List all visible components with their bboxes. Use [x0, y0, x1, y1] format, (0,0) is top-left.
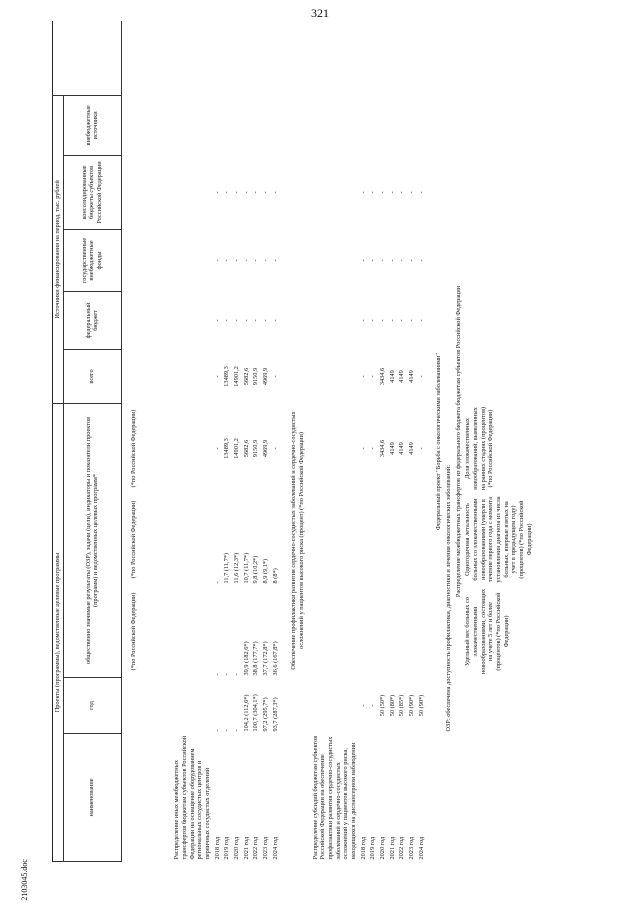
table-row: [378, 21, 388, 861]
budget-table-sheet: [52, 22, 592, 862]
federal-cell: -: [271, 375, 279, 378]
year-cell: 2018 год: [359, 836, 367, 860]
indicator-cell: 38,8 (177,7*): [252, 641, 260, 676]
year-cell: 2022 год: [398, 836, 406, 860]
state-funds-cell: -: [417, 319, 425, 322]
regional-cell: -: [407, 259, 415, 262]
indicator-cell: 50 (50*): [378, 694, 386, 717]
blank-cell: [251, 95, 261, 155]
state-funds-cell: -: [242, 319, 250, 322]
block1-ind-header-2: (*по Российской Федерации): [130, 500, 138, 579]
state-funds-cell: -: [388, 319, 396, 322]
state-funds-cell: -: [223, 319, 231, 322]
indicator-cell: 11,6 (12,3*): [232, 552, 240, 584]
col-indicators-header: общественно значимые результаты (ОЗР), задачи (цели), индикаторы и показатели проектов (программ) и ведомственных целевых программ*: [63, 403, 121, 677]
blank-cell: [213, 95, 223, 155]
indicator-cell: 36,6 (167,8*): [271, 641, 279, 676]
indicator-cell: -: [213, 729, 221, 732]
table-row: [251, 21, 261, 861]
table-row: [417, 21, 427, 861]
federal-cell: 4969,9: [261, 367, 269, 386]
extra-cell: -: [271, 191, 279, 194]
extra-cell: -: [223, 191, 231, 194]
regional-cell: -: [242, 259, 250, 262]
total-cell: 5682,6: [242, 439, 250, 458]
federal-cell: 9150,9: [252, 367, 260, 386]
table-row: [213, 21, 223, 861]
federal-cell: 4149: [407, 370, 415, 383]
extra-cell: -: [359, 191, 367, 194]
state-funds-cell: -: [398, 319, 406, 322]
document-id: 2103045.doc: [20, 859, 29, 901]
year-cell: 2024 год: [417, 836, 425, 860]
year-cell: 2020 год: [232, 836, 240, 860]
blank-cell: [368, 494, 378, 678]
total-cell: 14901,2: [232, 438, 240, 459]
block1-rows: [213, 21, 281, 861]
indicator-cell: -: [223, 729, 231, 732]
extra-cell: -: [407, 191, 415, 194]
distribution-text: Распределение межбюджетных трансфертов из федерального бюджета бюджетам субъектов Российской Федерации: [454, 285, 462, 598]
blank-cell: [368, 95, 378, 155]
blank-cell: [378, 95, 388, 155]
year-cell: 2021 год: [242, 836, 250, 860]
col-extra-header: внебюджетные источники: [63, 95, 121, 155]
ozr-text: ОЗР: обеспечена доступность профилактики, диагностики и лечения онкологических заболеваний:: [444, 465, 452, 732]
federal-cell: 3434,6: [378, 367, 386, 386]
projects-group-header: Проекты (программы), ведомственные целевые программы: [53, 403, 64, 861]
total-cell: 4149: [388, 442, 396, 455]
block2-subtitle: Обеспечение профилактики развития сердечно-сосудистых заболеваний и сердечно-сосудистых осложнений у пациентов высокого риска (процент) (*по Российской Федерации): [290, 411, 305, 670]
block2-rows: [359, 21, 427, 861]
federal-cell: 13489,3: [223, 366, 231, 387]
blank-cell: [378, 494, 388, 678]
blank-cell: [397, 95, 407, 155]
federal-cell: -: [417, 375, 425, 378]
year-cell: 2021 год: [388, 836, 396, 860]
regional-cell: -: [378, 259, 386, 262]
blank-cell: [242, 95, 252, 155]
indicator-cell: -: [213, 673, 221, 676]
extra-cell: -: [378, 191, 386, 194]
table-row: [359, 21, 369, 861]
total-cell: 4969,9: [261, 439, 269, 458]
regional-cell: -: [223, 259, 231, 262]
year-cell: 2020 год: [378, 836, 386, 860]
budget-table: [52, 21, 534, 862]
table-row: [368, 21, 378, 861]
extra-cell: -: [252, 191, 260, 194]
blank-cell: [407, 95, 417, 155]
federal-cell: -: [369, 375, 377, 378]
blank-cell: [222, 95, 232, 155]
state-funds-cell: -: [359, 319, 367, 322]
block1-ind-header-3: (*по Российской Федерации): [130, 409, 138, 488]
table-row: [388, 21, 398, 861]
regional-cell: -: [252, 259, 260, 262]
indicator-cell: 8,9 (9,1*): [261, 558, 269, 584]
extra-cell: -: [242, 191, 250, 194]
col-state-funds-header: государственные внебюджетные фонды: [63, 229, 121, 291]
regional-cell: -: [232, 259, 240, 262]
regional-cell: -: [271, 259, 279, 262]
blank-cell: [417, 95, 427, 155]
indicator-cell: 37,7 (172,8*): [261, 641, 269, 676]
indicator-cell: 9,8 (10,2*): [252, 555, 260, 584]
indicator-cell: -: [223, 673, 231, 676]
blank-cell: [407, 494, 417, 678]
indicator-cell: 100,7 (304,1*): [252, 694, 260, 732]
federal-cell: 4149: [398, 370, 406, 383]
state-funds-cell: -: [213, 319, 221, 322]
blank-cell: [397, 494, 407, 678]
col-regional-header: консолидированные бюджеты субъектов Российской Федерации: [63, 155, 121, 229]
col-name-header: наименование: [63, 734, 121, 862]
blank-cell: [232, 95, 242, 155]
state-funds-cell: -: [271, 319, 279, 322]
table-row: [271, 21, 281, 861]
federal-cell: -: [213, 375, 221, 378]
blank-cell: [388, 95, 398, 155]
year-cell: 2018 год: [213, 836, 221, 860]
indicator-cell: 8 (8*): [271, 568, 279, 584]
blank-cell: [271, 95, 281, 155]
extra-cell: -: [261, 191, 269, 194]
table-row: [397, 21, 407, 861]
indicator-cell: 11,7 (11,7*): [223, 553, 231, 584]
block1-name: Распределение иных межбюджетных трансфертов бюджетам субъектов Российской Федерации на оснащение оборудованием региональных сосудистых центров и первичных сосудистых отделений: [173, 735, 211, 860]
state-funds-cell: -: [252, 319, 260, 322]
blank-cell: [261, 95, 271, 155]
total-cell: 13489,3: [223, 438, 231, 459]
block2-name: Распределение субсидий бюджетам субъектов Российской Федерации на обеспечение профилактики развития сердечно-сосудистых заболеваний и сердечно-сосудистых осложнений у пациентов высокого риска, находящихся на диспансерном наблюдении: [311, 735, 357, 860]
blank-cell: [359, 494, 369, 678]
indicator-5-year-survival: Удельный вес больных со злокачественными новообразованиями, состоящих на учете 5 лет и более (процентов) (*по Российской Федерации): [464, 588, 510, 675]
blank-cell: [417, 494, 427, 678]
total-cell: -: [271, 447, 279, 450]
blank-cell: [388, 494, 398, 678]
indicator-cell: -: [369, 704, 377, 707]
indicator-cell: 97,2 (295,7*): [261, 697, 269, 732]
indicator-cell: -: [232, 729, 240, 732]
state-funds-cell: -: [232, 319, 240, 322]
indicator-one-year-mortality: Одногодичная летальность больных со злокачественными новообразованиями (умерли в течение первого года с момента установления диагноза из числа больных, впервые взятых на учет в предыдущем году) (процентов) (*по Российской Федерации): [464, 496, 533, 583]
federal-cell: 4149: [388, 370, 396, 383]
blank-cell: [359, 95, 369, 155]
extra-cell: -: [417, 191, 425, 194]
indicator-cell: 50 (90*): [417, 694, 425, 717]
indicator-cell: 10,7 (11,7*): [242, 552, 250, 584]
state-funds-cell: -: [261, 319, 269, 322]
table-row: [261, 21, 271, 861]
year-cell: 2023 год: [261, 836, 269, 860]
total-cell: 4149: [398, 442, 406, 455]
regional-cell: -: [369, 259, 377, 262]
col-federal-header: федеральный бюджет: [63, 291, 121, 349]
extra-cell: -: [232, 191, 240, 194]
table-row: [407, 21, 417, 861]
table-row: [222, 21, 232, 861]
year-cell: 2023 год: [407, 836, 415, 860]
funding-group-header: Источники финансирования на период, тыс. рублей: [53, 95, 64, 403]
total-cell: 9150,9: [252, 439, 260, 458]
state-funds-cell: -: [378, 319, 386, 322]
state-funds-cell: -: [407, 319, 415, 322]
total-cell: -: [213, 447, 221, 450]
regional-cell: -: [359, 259, 367, 262]
table-row: [232, 21, 242, 861]
extra-cell: -: [213, 191, 221, 194]
year-cell: 2024 год: [271, 836, 279, 860]
year-cell: 2022 год: [252, 836, 260, 860]
total-cell: -: [369, 447, 377, 450]
total-cell: -: [359, 447, 367, 450]
block1-ind-header-1: (*по Российской Федерации): [130, 592, 138, 671]
year-cell: 2019 год: [223, 836, 231, 860]
indicator-cell: -: [213, 581, 221, 584]
indicator-cell: 50 (80*): [388, 694, 396, 717]
federal-cell: -: [359, 375, 367, 378]
table-row: [242, 21, 252, 861]
col-total-header: всего: [63, 349, 121, 403]
indicator-early-detection: Доля злокачественных новообразований, выявленных на ранних стадиях (процентов) (*по Российской Федерации): [464, 406, 495, 491]
year-cell: 2019 год: [369, 836, 377, 860]
total-cell: 3434,6: [378, 439, 386, 458]
total-cell: 4149: [407, 442, 415, 455]
extra-cell: -: [388, 191, 396, 194]
page-number: 321: [311, 6, 329, 20]
indicator-cell: 93,7 (287,3*): [271, 697, 279, 732]
regional-cell: -: [213, 259, 221, 262]
regional-cell: -: [417, 259, 425, 262]
indicator-cell: -: [359, 704, 367, 707]
indicator-cell: 50 (90*): [407, 694, 415, 717]
regional-cell: -: [388, 259, 396, 262]
indicator-cell: -: [232, 673, 240, 676]
federal-cell: 14901,2: [232, 366, 240, 387]
regional-cell: -: [261, 259, 269, 262]
col-year-header: год: [63, 678, 121, 734]
state-funds-cell: -: [369, 319, 377, 322]
total-cell: -: [417, 447, 425, 450]
extra-cell: -: [398, 191, 406, 194]
extra-cell: -: [369, 191, 377, 194]
federal-cell: 5682,6: [242, 367, 250, 386]
federal-project-title: Федеральный проект "Борьба с онкологическими заболеваниями": [435, 353, 443, 530]
indicator-cell: 104,2 (112,6*): [242, 694, 250, 732]
indicator-cell: 50 (85*): [398, 694, 406, 717]
regional-cell: -: [398, 259, 406, 262]
indicator-cell: 39,9 (182,6*): [242, 641, 250, 676]
